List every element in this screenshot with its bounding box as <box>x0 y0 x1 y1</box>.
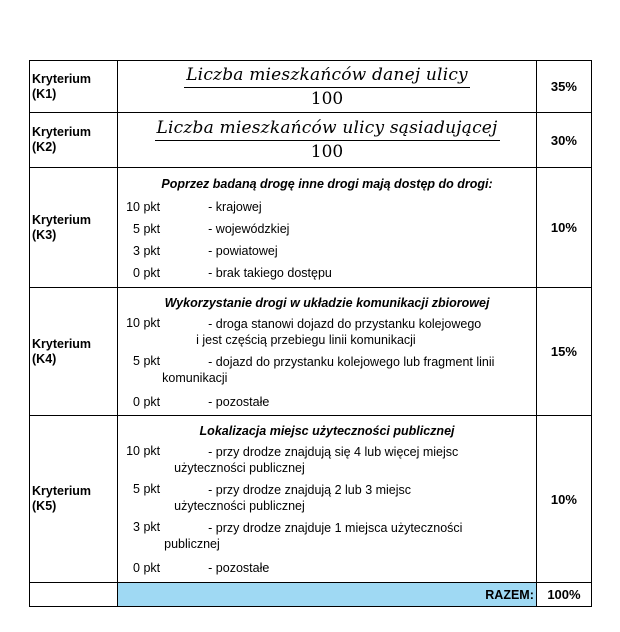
fraction-numerator: Liczba mieszkańców danej ulicy <box>184 65 470 88</box>
score-item <box>118 219 536 241</box>
score-description-continued: publicznej <box>164 537 220 551</box>
criterion-row-k5 <box>30 416 592 583</box>
weight-value: 15% <box>536 288 591 416</box>
score-points: 10 pkt <box>126 444 161 458</box>
fraction <box>155 118 500 162</box>
score-description: - krajowej <box>208 199 262 214</box>
fraction <box>184 65 470 109</box>
fraction-numerator: Liczba mieszkańców ulicy sąsiadującej <box>155 118 500 141</box>
score-item <box>118 197 536 219</box>
score-item <box>118 263 536 285</box>
score-points: 3 pkt <box>133 520 161 534</box>
criterion-code: (K2) <box>32 140 57 154</box>
score-description: - brak takiego dostępu <box>208 265 332 280</box>
criterion-code: (K3) <box>32 227 57 242</box>
score-description: - przy drodze znajduje 1 miejsca użyteczności <box>208 521 463 535</box>
criterion-row-k1 <box>30 61 592 113</box>
scoring-cell <box>118 288 537 416</box>
weight-value: 30% <box>536 113 591 168</box>
total-value: 100% <box>536 583 591 607</box>
score-description: - droga stanowi dojazd do przystanku kolejowego <box>208 316 482 331</box>
criterion-header: Lokalizacja miejsc użyteczności publicznej <box>199 424 455 438</box>
score-description: - dojazd do przystanku kolejowego lub fragment linii <box>208 354 495 369</box>
criterion-header: Wykorzystanie drogi w układzie komunikacji zbiorowej <box>164 295 490 310</box>
formula-cell <box>118 61 537 113</box>
score-description: - powiatowej <box>208 243 278 258</box>
score-description-continued: komunikacji <box>162 370 228 385</box>
criterion-row-k3 <box>30 168 592 288</box>
criterion-name: Kryterium <box>32 484 92 498</box>
score-item <box>118 354 536 386</box>
score-points: 5 pkt <box>133 482 161 496</box>
score-item <box>118 520 536 552</box>
scoring-cell <box>118 416 537 583</box>
score-points: 10 pkt <box>126 199 161 214</box>
criterion-name: Kryterium <box>32 336 92 351</box>
score-item <box>118 444 536 476</box>
scoring-cell <box>118 168 537 288</box>
score-points: 3 pkt <box>133 243 161 258</box>
score-item <box>118 241 536 263</box>
criterion-code: (K1) <box>32 86 57 101</box>
score-points: 0 pkt <box>133 394 161 409</box>
criterion-label <box>30 288 118 416</box>
score-description-continued: użyteczności publicznej <box>174 499 305 513</box>
criterion-code: (K5) <box>32 499 57 513</box>
score-description-continued: i jest częścią przebiegu linii komunikacji <box>196 332 416 347</box>
score-description: - pozostałe <box>208 561 270 575</box>
weight-value: 35% <box>536 61 591 113</box>
fraction-denominator: 100 <box>310 88 344 109</box>
score-points: 10 pkt <box>126 315 161 330</box>
criterion-header: Poprzez badaną drogę inne drogi mają dostęp do drogi: <box>161 176 493 191</box>
criterion-label <box>30 113 118 168</box>
score-item <box>118 482 536 514</box>
formula-cell <box>118 113 537 168</box>
total-empty-cell <box>30 583 118 607</box>
score-description: - przy drodze znajdują się 4 lub więcej miejsc <box>208 445 459 459</box>
score-points: 0 pkt <box>133 561 161 575</box>
criterion-label <box>30 416 118 583</box>
criterion-row-k4 <box>30 288 592 416</box>
total-label: RAZEM: <box>118 583 537 607</box>
score-points: 5 pkt <box>133 221 161 236</box>
criterion-row-k2 <box>30 113 592 168</box>
criteria-table <box>29 60 592 607</box>
criterion-code: (K4) <box>32 351 57 366</box>
criterion-name: Kryterium <box>32 212 92 227</box>
criterion-label <box>30 168 118 288</box>
total-row <box>30 583 592 607</box>
score-description-continued: użyteczności publicznej <box>174 461 305 475</box>
weight-value: 10% <box>536 168 591 288</box>
score-description: - wojewódzkiej <box>208 221 290 236</box>
criterion-name: Kryterium <box>32 125 92 139</box>
score-description: - przy drodze znajdują 2 lub 3 miejsc <box>208 483 412 497</box>
score-description: - pozostałe <box>208 394 270 409</box>
criterion-label <box>30 61 118 113</box>
weight-value: 10% <box>536 416 591 583</box>
score-item <box>118 316 536 348</box>
score-item <box>118 558 536 580</box>
score-item <box>118 392 536 414</box>
score-points: 0 pkt <box>133 265 161 280</box>
fraction-denominator: 100 <box>310 142 344 162</box>
criterion-name: Kryterium <box>32 71 92 86</box>
score-points: 5 pkt <box>133 353 161 368</box>
